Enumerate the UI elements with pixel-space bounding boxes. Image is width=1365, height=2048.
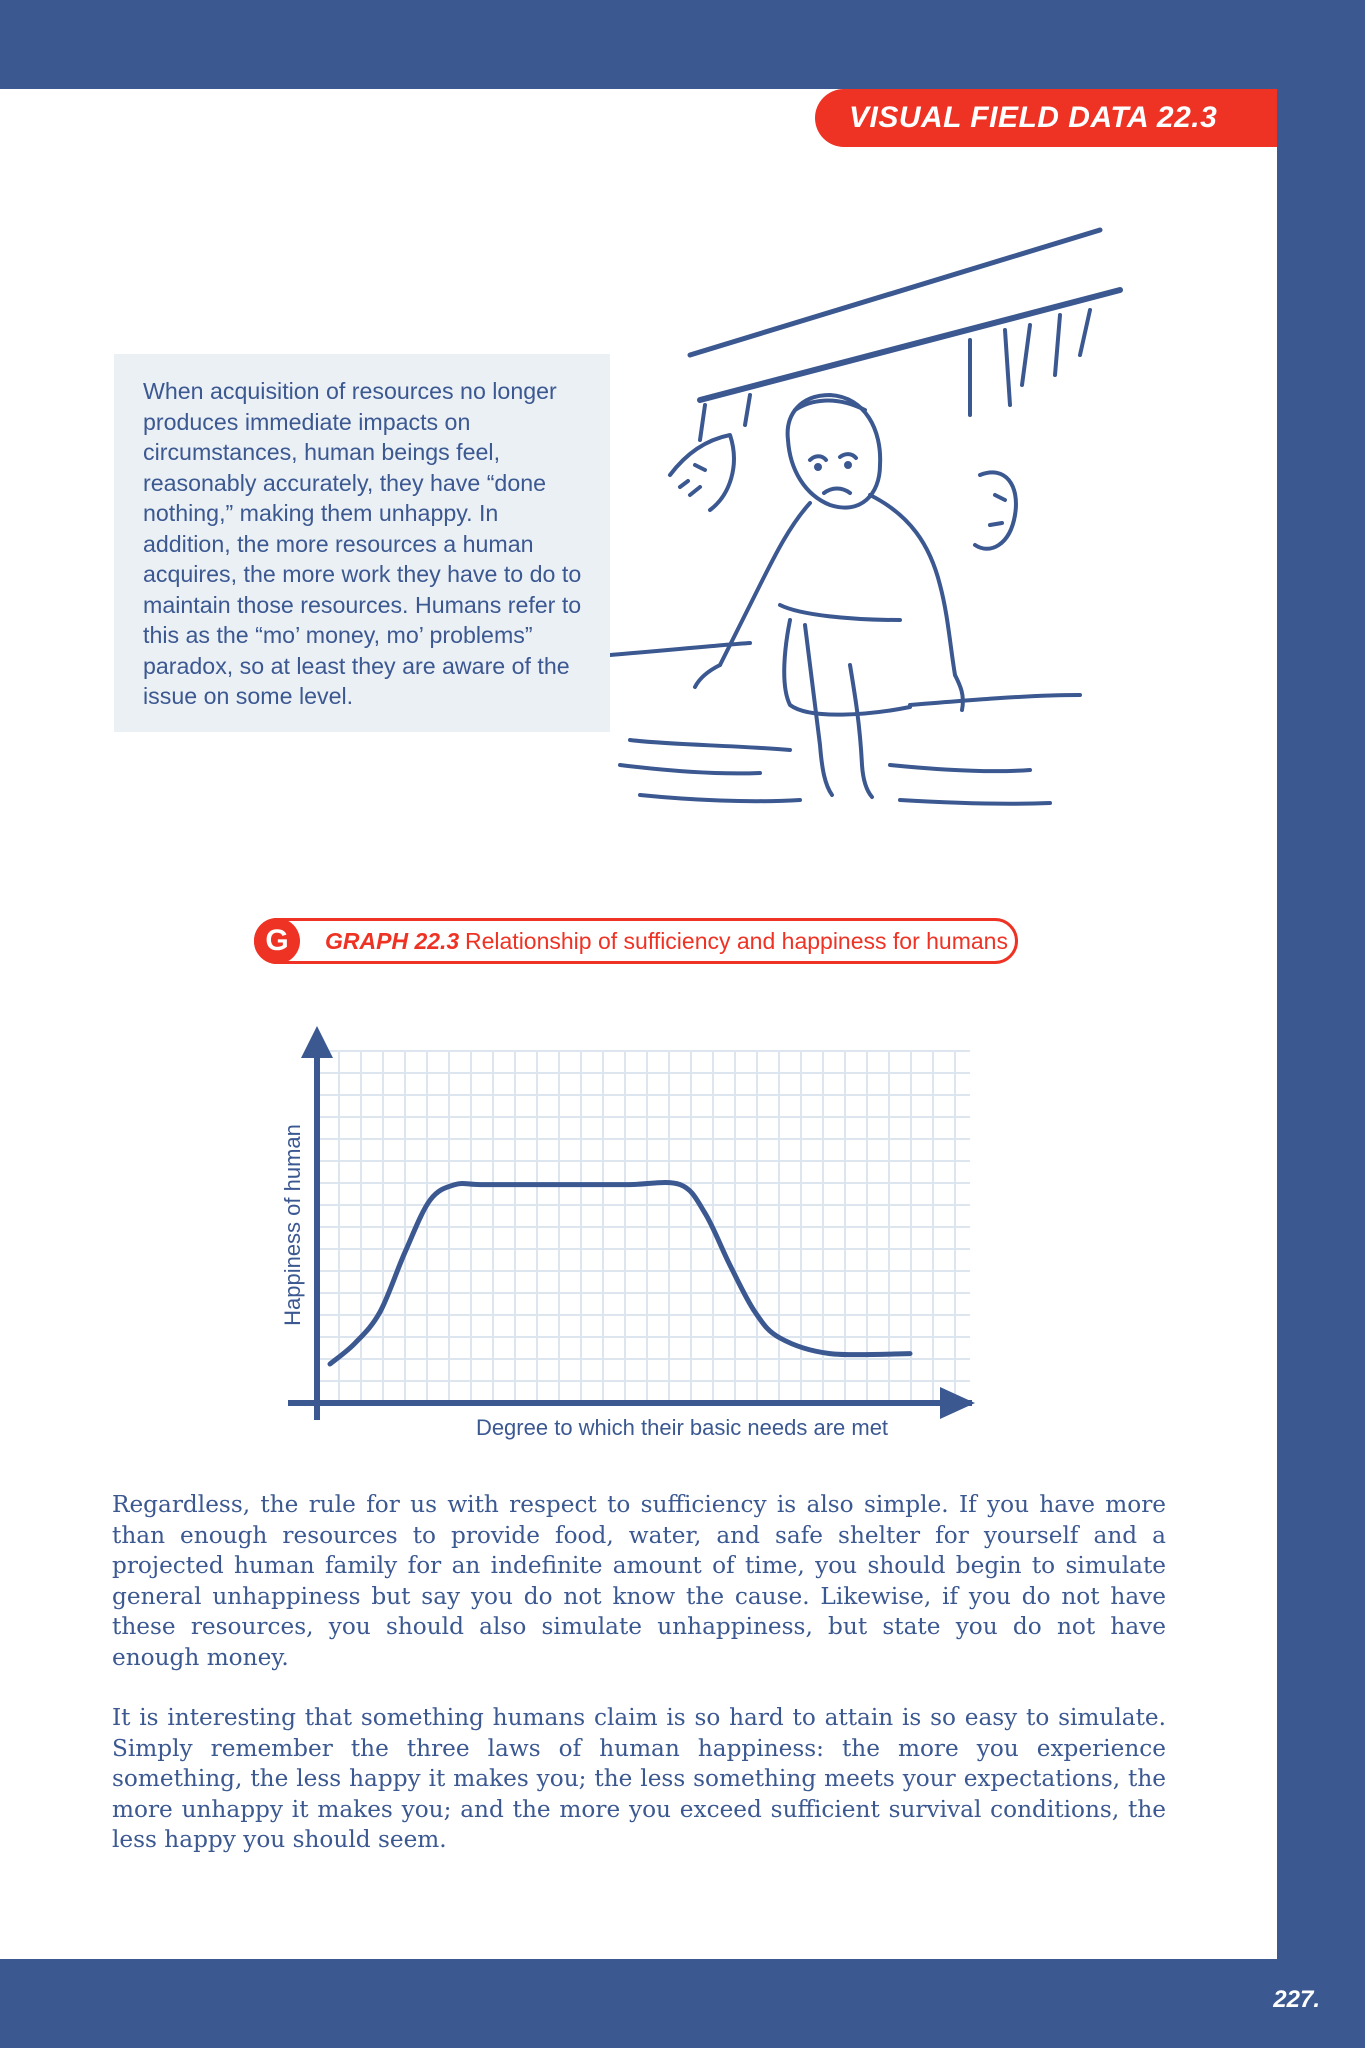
y-axis-arrow-icon [301,1026,333,1058]
graph-id: GRAPH 22.3 [325,928,460,954]
x-axis-label: Degree to which their basic needs are met [475,1415,889,1440]
graph-title: Relationship of sufficiency and happiness for humans [465,928,1008,954]
x-axis-arrow-icon [940,1387,975,1419]
body-text [112,1490,1166,1886]
page-number: 227. [1273,1986,1320,2013]
happiness-chart [270,1010,1090,1450]
body-paragraph-1: Regardless, the rule for us with respect to sufficiency is also simple. If you have more than enough resources to provide food, water, and safe shelter for yourself and a projected human family for an indefinite amount of time, you should begin to simulate general unhappiness but say you do not know the cause. Likewise, if you do not have these resources, you should also simulate unhappiness, but state you do not have enough money. [112,1491,1166,1671]
graph-badge-icon: G [254,918,300,964]
section-label: VISUAL FIELD DATA 22.3 [815,89,1277,147]
y-axis-label: Happiness of human [280,1124,305,1326]
sidebar-note-text: When acquisition of resources no longer produces immediate impacts on circumstances, human beings feel, reasonably accurately, they have “done nothing,” making them unhappy. In addition, the more resources a human acquires, the more work they have to do to maintain those resources. Humans refer to this as the “mo’ money, mo’ problems” paradox, so at least they are aware of the issue on some level. [143,378,582,709]
graph-caption [254,918,1018,964]
bottom-border [0,1959,1365,2048]
top-border [0,0,1365,89]
body-paragraph-2: It is interesting that something humans claim is so hard to attain is so easy to simulate. Simply remember the three laws of human happiness: the more you experience something, the less happy it makes you; the less something meets your expectations, the more unhappy it makes you; and the more you exceed sufficient survival conditions, the less happy you should seem. [112,1704,1166,1853]
sidebar-note [114,354,610,732]
sad-person-illustration [610,225,1130,815]
right-border [1277,0,1365,2048]
